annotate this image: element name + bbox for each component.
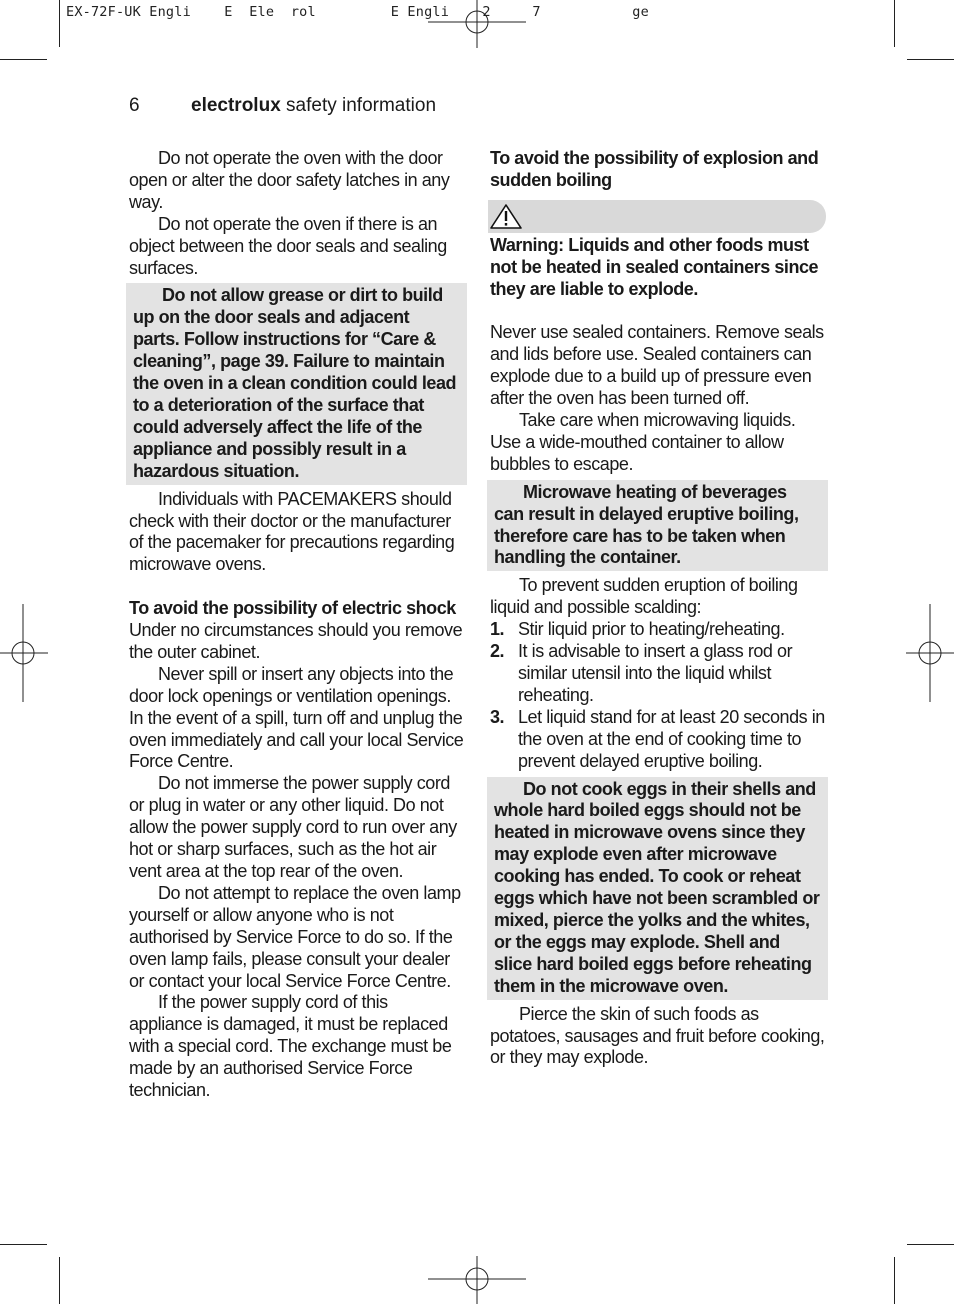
steps-list: [490, 619, 826, 772]
paragraph-damaged-cord: If the power supply cord of this appliance is damaged, it must be replaced with a special cord. The exchange must be made by an authorised Service Force technician.: [129, 992, 452, 1101]
crop-mark-top-left-v: [59, 0, 60, 47]
heading-explosion-boiling: To avoid the possibility of explosion and sudden boiling: [490, 148, 819, 190]
crop-mark-bottom-left-v: [59, 1257, 60, 1304]
warning-sealed-containers: Warning: Liquids and other foods must not be heated in sealed containers since they are liable to explode.: [490, 234, 819, 299]
list-item: 3. Let liquid stand for at least 20 seconds in the oven at the end of cooking time to prevent delayed eruptive boiling.: [490, 706, 825, 771]
paragraph-pacemakers: Individuals with PACEMAKERS should check with their doctor or the manufacturer of the pacemaker for precautions regarding microwave ovens.: [129, 488, 455, 575]
crop-mark-top-right-h: [907, 59, 954, 60]
paragraph-pierce-skin: Pierce the skin of such foods as potatoes, sausages and fruit before cooking, or they may explode.: [490, 1003, 825, 1068]
notice-box-eggs: Do not cook eggs in their shells and whole hard boiled eggs should not be heated in microwave ovens since they may explode even after microwave cooking has ended. To cook or reheat eggs which have not been scrambled or mixed, pierce the yolks and the whites, or the eggs may explode. Shell and slice hard boiled eggs before reheating them in the microwave oven.: [487, 777, 828, 1000]
crop-mark-bottom-left-h: [0, 1244, 47, 1245]
page-number: 6: [129, 95, 140, 116]
paragraph-spill: Never spill or insert any objects into the door lock openings or ventilation openings. In the event of a spill, turn off and unplug the oven immediately and call your local Service Force Centre.: [129, 663, 464, 772]
notice-box-beverages: Microwave heating of beverages can result in delayed eruptive boiling, therefore care has to be taken when handling the container.: [487, 480, 828, 572]
warning-triangle-icon: [488, 202, 524, 230]
list-item: 1. Stir liquid prior to heating/reheating.: [490, 619, 785, 640]
warning-bar: [488, 200, 826, 233]
paragraph-door-open: Do not operate the oven with the door open or alter the door safety latches in any way.: [129, 148, 450, 212]
heading-electric-shock: To avoid the possibility of electric shock: [129, 598, 456, 619]
paragraph-oven-lamp: Do not attempt to replace the oven lamp yourself or allow anyone who is not authorised by Service Force to do so. If the oven lamp fails, please consult your dealer or contact your local Service Force Centre.: [129, 882, 461, 991]
spacer: [490, 301, 826, 323]
paragraph-prevent-eruption: To prevent sudden eruption of boiling liquid and possible scalding:: [490, 575, 798, 618]
registration-mark-right: [906, 604, 954, 702]
crop-mark-bottom-right-v: [894, 1257, 895, 1304]
registration-mark-bottom: [428, 1256, 526, 1304]
notice-box-grease: Do not allow grease or dirt to build up on the door seals and adjacent parts. Follow instructions for “Care & cleaning”, page 39. Failure to maintain the oven in a clean condition could lead to a deterioration of the surface that could adversely affect the life of the appliance and possibly result in a hazardous situation.: [126, 283, 467, 484]
brand-name: electrolux: [191, 95, 281, 116]
paragraph-outer-cabinet: Under no circumstances should you remove the outer cabinet.: [129, 620, 463, 662]
paragraph-sealed-containers: Never use sealed containers. Remove seals and lids before use. Sealed containers can explode due to a build up of pressure even after the oven has been turned off.: [490, 322, 824, 409]
crop-mark-top-right-v: [894, 0, 895, 47]
crop-mark-bottom-right-h: [907, 1244, 954, 1245]
paragraph-microwaving-liquids: Take care when microwaving liquids. Use a wide-mouthed container to allow bubbles to escape.: [490, 410, 796, 474]
paragraph-immerse-cord: Do not immerse the power supply cord or plug in water or any other liquid. Do not allow the power supply cord to run over any hot or sharp surfaces, such as the hot air vent area at the top rear of the oven.: [129, 773, 457, 881]
crop-mark-top-left-h: [0, 59, 47, 60]
list-item: 2. It is advisable to insert a glass rod or similar utensil into the liquid whilst reheating.: [490, 641, 793, 705]
section-title: safety information: [286, 95, 437, 116]
left-column: [129, 148, 465, 1102]
printer-slug: EX-72F-UK Engli E Ele rol E Engli 2 7 ge: [66, 4, 649, 20]
right-column: [490, 148, 826, 1069]
running-header: [129, 95, 436, 117]
spacer: [129, 576, 465, 598]
paragraph-object-between-seals: Do not operate the oven if there is an object between the door seals and sealing surfaces.: [129, 213, 447, 278]
registration-mark-left: [0, 604, 48, 702]
registration-mark-top: [428, 0, 526, 48]
